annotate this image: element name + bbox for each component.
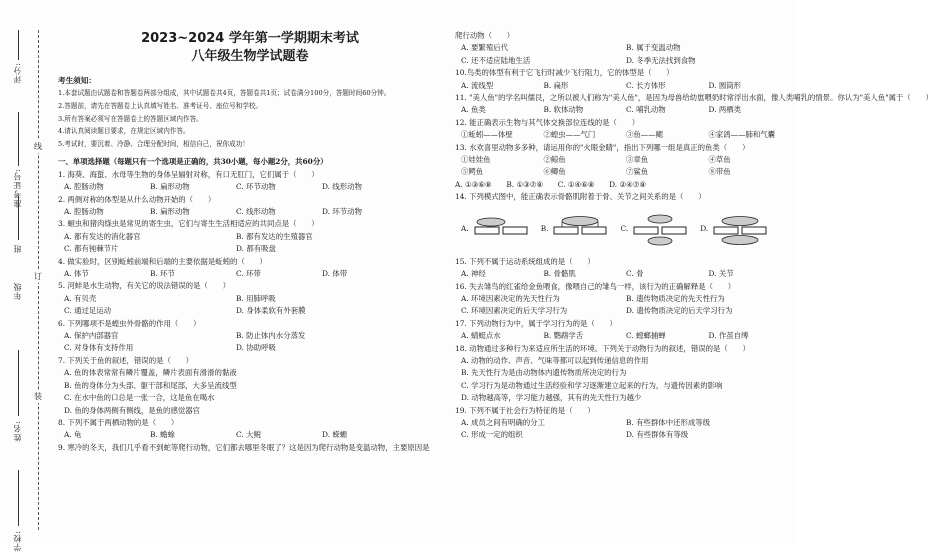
question-list-right [455, 30, 933, 442]
dash-word-stitch: 装 [34, 392, 42, 401]
answer-option: B. 防止体内水分蒸发 [236, 331, 306, 341]
question-stem: 11. "美人鱼"的学名叫儒艮，之所以被人们称为"美人鱼"，是因为母兽给幼崽喂奶时常浮出水面，像人类哺乳的情景。你认为"美人鱼"属于（ ） [455, 93, 933, 103]
answer-option: D. 圆筒形 [708, 80, 742, 90]
question-stem: 14. 下列模式图中，能正确表示骨骼肌附着于骨、关节之间关系的是（ ） [455, 192, 706, 202]
answer-option: A. 蜻蜓点水 [461, 331, 501, 341]
answer-option: A. 腔肠动物 [64, 207, 104, 216]
left-column [58, 30, 430, 454]
answer-option: ③章鱼 [626, 155, 649, 165]
question-list-left [58, 169, 430, 454]
question-stem: 19. 下列不属于社会行为特征的是（ ） [455, 405, 595, 415]
option-group [455, 154, 785, 179]
answer-option: B. 都有发达的生殖器官 [236, 231, 313, 241]
answer-option: D. 身体柔软有外套膜 [236, 306, 306, 316]
class-label: 年级 [13, 282, 22, 300]
score-underline [18, 30, 19, 60]
answer-option: D. 作茧自缚 [708, 331, 749, 341]
option-group [455, 104, 785, 116]
option-group [455, 355, 785, 405]
question-stem: 8. 下列不属于两栖动物的是（ ） [58, 417, 179, 427]
question-stem: 4. 做实验时，区别蚯蚓前端和后端的主要依据是蚯蚓的（ ） [58, 256, 267, 266]
answer-option: D. 环节动物 [322, 207, 362, 216]
binding-margin [0, 0, 50, 552]
answer-option: B. 遗传物质决定的先天性行为 [626, 293, 725, 303]
question-stem: 15. 下列不属于运动系统组成的是（ ） [455, 256, 595, 266]
answer-option: ②蝗虫——气门 [543, 130, 596, 140]
figure-option [461, 209, 529, 251]
answer-option: B. 鱼的身体分为头部、躯干部和尾部，大多呈流线型 [64, 380, 237, 390]
option-label: A. [461, 224, 469, 234]
option-label: B. [540, 224, 549, 234]
notice-item: 5.考试时，要沉着、冷静、合理分配时间，相信自己，祝你成功！ [58, 139, 249, 148]
question-stem: 1. 海葵、海蜇、水母等生物的身体呈辐射对称，有口无肛门，它们属于（ ） [58, 169, 319, 179]
school-underline [18, 470, 19, 526]
muscle-bone-diagram-icon [712, 209, 768, 251]
answer-option: D. 两栖类 [708, 105, 742, 115]
option-group [58, 330, 402, 355]
option-group [455, 80, 785, 92]
answer-option: A. 保护内部器官 [64, 331, 119, 341]
question-stem: 12. 能正确表示生物与其气体交换部位连线的是（ ） [455, 117, 640, 127]
answer-option: A. 鱼类 [461, 105, 486, 115]
option-group [455, 42, 785, 67]
notice-item: 4.请认真阅读题目要求，在规定区域内作答。 [58, 127, 190, 136]
answer-option: D. 遗传物质决定的后天学习行为 [626, 306, 733, 316]
answer-option: D. 有些群体有等级 [626, 430, 689, 440]
question-stem: 9. 寒冷的冬天，我们几乎看不到蛇等爬行动物，它们都去哪里冬眠了？这是因为爬行动物是变温动物，主要原因是 [58, 442, 430, 452]
answer-option: A. 流线型 [461, 80, 494, 90]
answer-option: B. 软体动物 [543, 105, 584, 115]
answer-option: ①娃娃鱼 [461, 155, 491, 165]
answer-option: C. 环带 [236, 269, 261, 279]
answer-option: C. 环节动物 [236, 182, 276, 192]
question-stem: 爬行动物（ ） [455, 31, 515, 40]
answer-option: C. 哺乳动物 [626, 105, 666, 115]
notice-heading: 考生须知： [58, 76, 96, 85]
option-group [58, 429, 402, 441]
answer-option: ②鲸鱼 [543, 155, 566, 165]
notice-item: 1.本套试题由试题卷和答题卷两部分组成，其中试题卷共4页，答题卷共1页；试卷满分100分，答题时间60分钟。 [58, 89, 391, 98]
answer-option: B. 先天性行为是由动物体内遗传物质所决定的行为 [461, 368, 627, 378]
figure-option [700, 209, 768, 251]
option-group [58, 231, 402, 256]
ticket-underline [18, 112, 19, 166]
answer-option: C. 骨 [626, 269, 644, 279]
right-column [455, 30, 933, 442]
question-stem: 16. 失去雏鸟的红雀给金鱼喂食，像喂自己的雏鸟一样，该行为的正确解释是（ ） [455, 281, 736, 291]
answer-option: C. 大鲵 [236, 430, 261, 440]
notice-item: 3.所有答案必须写在答题卷上的答题区域内作答。 [58, 114, 203, 123]
class-underline [18, 196, 19, 240]
option-group [455, 417, 785, 442]
answer-option: D. 蝾螈 [322, 430, 348, 440]
answer-option: D. 鱼的身体两侧有侧线，是鱼的感觉器官 [64, 405, 201, 415]
muscle-bone-diagram-icon [632, 209, 688, 251]
answer-option: A. 有贝壳 [64, 293, 97, 303]
option-label: D. [700, 224, 709, 234]
answer-option: C. 长方体形 [626, 80, 666, 90]
answer-option: ④草鱼 [708, 155, 731, 165]
muscle-bone-diagram-icon [473, 209, 529, 251]
answer-option: B. 骨骼肌 [543, 269, 576, 279]
answer-option: A. 腔肠动物 [64, 182, 104, 192]
answer-option: D. 线形动物 [322, 182, 362, 192]
answer-option: A. 体节 [64, 269, 89, 279]
figure-option [541, 209, 609, 251]
answer-option: ①蚯蚓——体壁 [461, 130, 513, 140]
answer-option: A. 龟 [64, 430, 82, 440]
answer-option: A. 要繁殖后代 [461, 43, 508, 53]
option-group [58, 268, 402, 280]
answer-option: A. 鱼的体表常常有鳞片覆盖，鳞片表面有滑滑的黏液 [64, 368, 237, 378]
option-label: C. [620, 224, 629, 234]
option-group [58, 367, 402, 417]
exam-subtitle: 八年级生物学试题卷 [191, 49, 309, 64]
question-stem: 18. 动物通过多种行为来适应所生活的环境。下列关于动物行为的叙述，错误的是（ ） [455, 343, 750, 353]
answer-option: ⑤鳄鱼 [461, 167, 484, 177]
question-stem: 13. 水欢喜里动物多多种，请运用你的"火眼金睛"，指出下列哪一组是真正的鱼类（ ） [455, 142, 750, 152]
answer-option: D. 都有吸盘 [236, 244, 276, 254]
answer-option: D. 冬季无法找到食物 [626, 55, 696, 65]
option-group [58, 206, 402, 218]
answer-option: C. 环境因素决定的后天学习行为 [461, 306, 568, 316]
answer-option: B. 扁形动物 [150, 207, 190, 216]
option-group [58, 181, 402, 193]
answer-option: B. 用肺呼吸 [236, 293, 276, 303]
section-heading: 一、单项选择题（每题只有一个选项是正确的，共30小题，每小题2分，共60分） [58, 157, 328, 167]
answer-option: D. 关节 [708, 269, 734, 279]
answer-option: C. 形成一定的组织 [461, 430, 523, 440]
answer-option: A. 成员之间有明确的分工 [461, 417, 545, 427]
answer-option: A. 动物的动作、声音、气味等都可以起到传递信息的作用 [461, 355, 649, 365]
answer-option: ⑧带鱼 [708, 167, 731, 177]
answer-option: C. 在水中鱼的口总是一张一合，这是鱼在喝水 [64, 393, 215, 403]
answer-option: A. 环境因素决定的先天性行为 [461, 293, 560, 303]
answer-option: C. 螳螂捕蝉 [626, 331, 666, 341]
ticket-label: 准考证号: [13, 168, 22, 208]
answer-option: B. 蟾蜍 [150, 430, 175, 440]
answer-option: C. 对身体有支持作用 [64, 343, 134, 353]
answer-option: ③鱼——鳃 [626, 130, 663, 140]
answer-option: D. 体带 [322, 269, 348, 279]
figure-option [620, 209, 688, 251]
answer-option: A. 都有发达的消化器官 [64, 231, 141, 241]
option-group [58, 293, 402, 318]
name-label: 姓名: [13, 420, 22, 442]
answer-option: C. 都有钝棘节片 [64, 244, 119, 254]
class-unit-label: 班 [13, 244, 22, 253]
answer-option: B. 扁形动物 [150, 182, 190, 192]
question-stem: 7. 下列关于鱼的叙述，错误的是（ ） [58, 355, 194, 365]
option-group [455, 129, 785, 141]
answer-option: C. 线形动物 [236, 207, 276, 216]
muscle-bone-diagram-icon [552, 209, 608, 251]
figure-options [455, 204, 785, 256]
answer-option: D. 动物越高等，学习能力越强，其有的先天性行为越少 [461, 393, 642, 403]
school-label: 学校: [13, 530, 22, 552]
score-label: 评分: [13, 62, 22, 84]
question-stem: 2. 两侧对称的体型是从什么动物开始的（ ） [58, 194, 216, 204]
answer-option: B. 环节 [150, 269, 175, 279]
question-stem: 3. 蛔虫和猪肉绦虫是常见的寄生虫，它们与寄生生活相适应的共同点是（ ） [58, 219, 319, 229]
answer-option: C. 通过足运动 [64, 306, 112, 316]
answer-option: ④家鸽——肺和气囊 [708, 130, 776, 140]
answer-option: B. 扁形 [543, 80, 569, 90]
question-stem: 10.鸟类的体型有利于它飞行时减少飞行阻力，它的体型是（ ） [455, 68, 674, 78]
answer-option: D. 协助呼吸 [236, 343, 276, 353]
question-stem: A. ①③⑥⑧ B. ①③⑦⑧ C. ①④⑥⑧ D. ②④⑦⑧ [455, 179, 646, 189]
answer-option: ⑦鲨鱼 [626, 167, 649, 177]
question-stem: 5. 河蚌是水生动物，有关它的说法错误的是（ ） [58, 281, 230, 291]
answer-option: B. 有些群体中还形成等级 [626, 417, 711, 427]
option-group [455, 293, 785, 318]
answer-option: B. 鹦鹉学舌 [543, 331, 584, 341]
answer-option: C. 学习行为是动物通过生活经验和学习逐渐建立起来的行为，与遗传因素的影响 [461, 380, 723, 390]
dash-word-line: 线 [34, 142, 42, 151]
answer-option: A. 神经 [461, 269, 486, 279]
question-stem: 6. 下列哪项不是蝗虫外骨骼的作用（ ） [58, 318, 201, 328]
answer-option: ⑥鲫鱼 [543, 167, 566, 177]
option-group [455, 330, 785, 342]
question-stem: 17. 下列动物行为中，属于学习行为的是（ ） [455, 318, 617, 328]
answer-option: B. 属于变温动物 [626, 43, 681, 53]
notice-item: 2.答题前，请先在答题卷上认真填写姓名、准考证号、座位号和学校。 [58, 102, 263, 110]
exam-title: 2023~2024 学年第一学期期末考试 [141, 31, 359, 46]
option-group [455, 268, 785, 280]
dash-word-bind: 订 [34, 272, 42, 281]
answer-option: C. 还不适应陆地生活 [461, 55, 531, 65]
name-underline [18, 350, 19, 416]
